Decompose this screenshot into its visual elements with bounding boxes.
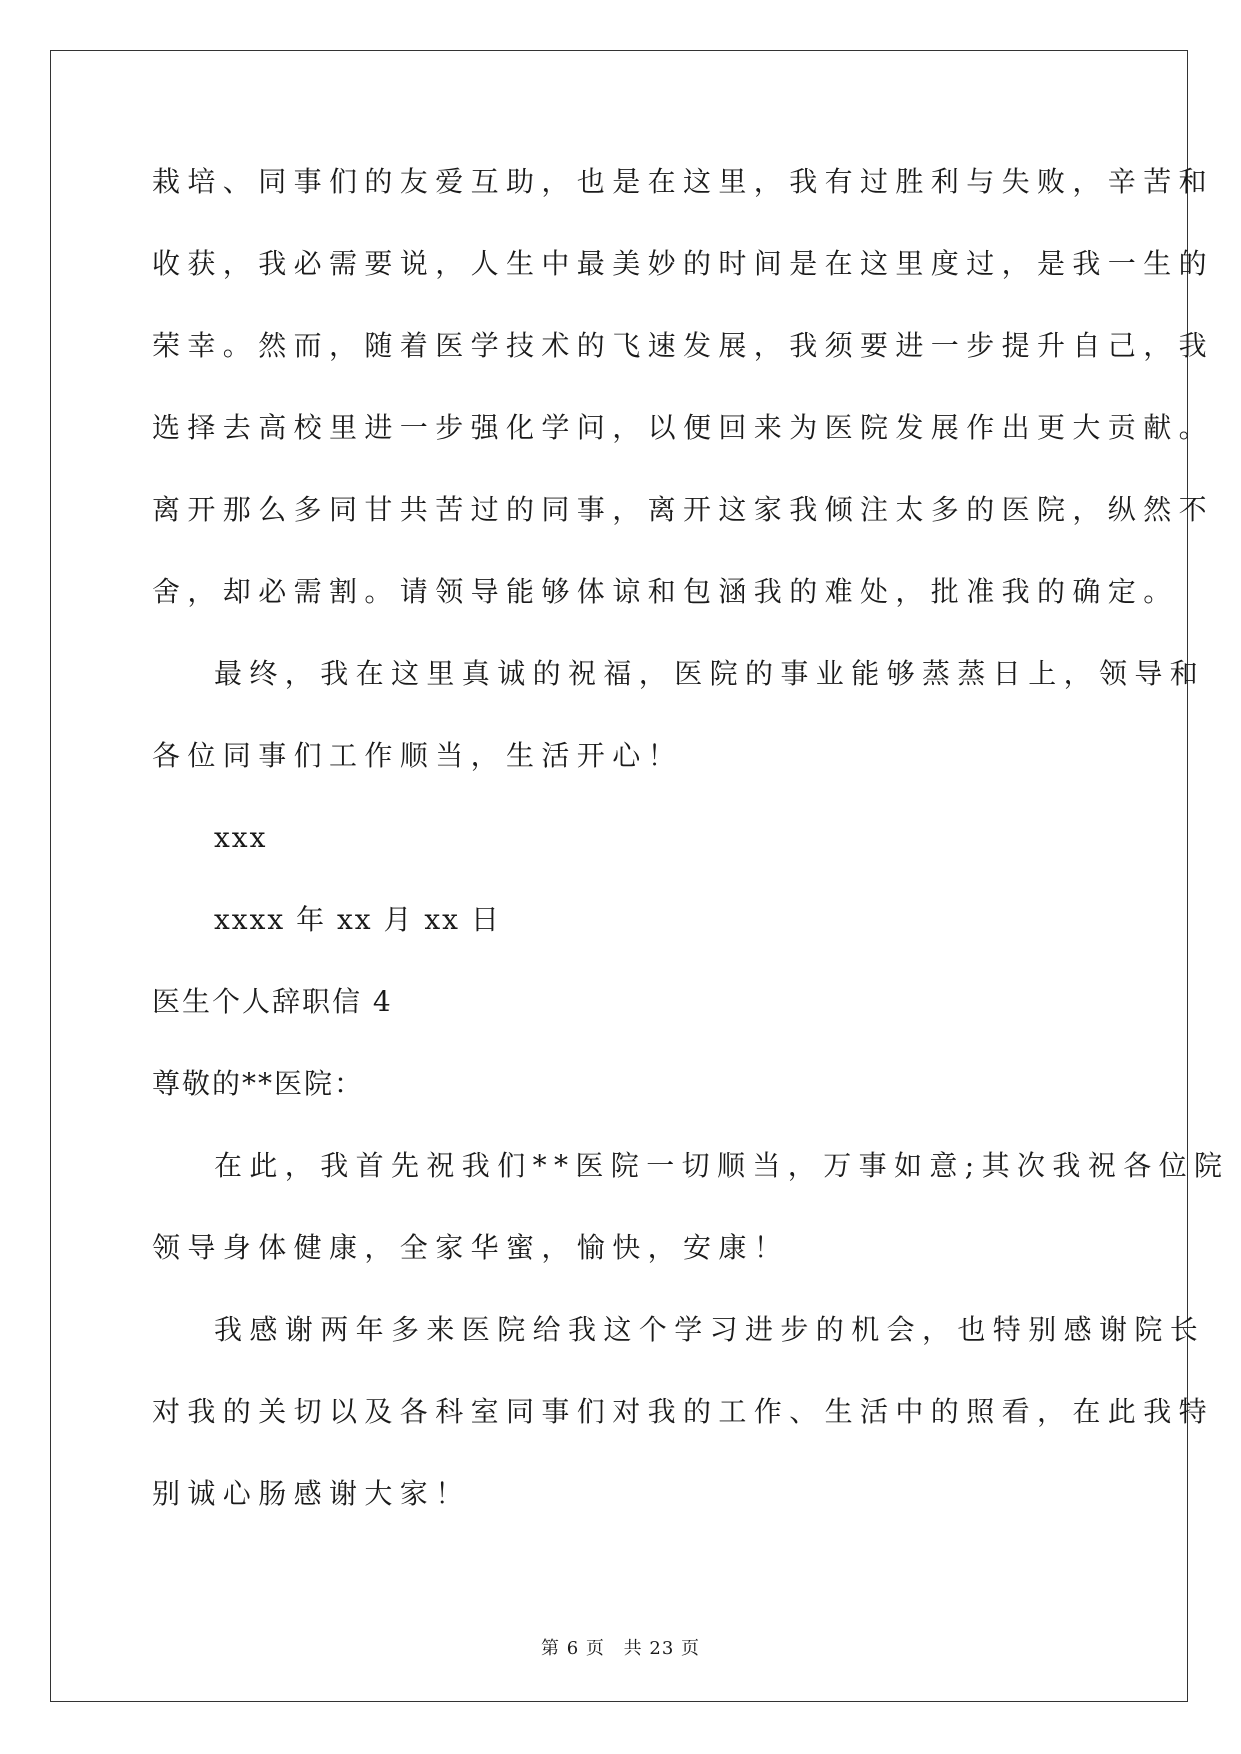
- page-footer: [0, 1634, 1241, 1660]
- current-page-number: 第 6 页: [541, 1638, 605, 1659]
- body-line: 在此，我首先祝我们**医院一切顺当，万事如意;其次我祝各位院: [214, 1149, 1230, 1182]
- body-line: 选择去高校里进一步强化学问，以便回来为医院发展作出更大贡献。: [152, 411, 1215, 444]
- signature-name: xxx: [214, 821, 268, 854]
- body-line: 别诚心肠感谢大家！: [152, 1477, 471, 1510]
- body-line: 各位同事们工作顺当，生活开心！: [152, 739, 684, 772]
- body-line: 栽培、同事们的友爱互助，也是在这里，我有过胜利与失败，辛苦和: [152, 165, 1215, 198]
- signature-date: xxxx 年 xx 月 xx 日: [214, 903, 501, 936]
- body-line: 对我的关切以及各科室同事们对我的工作、生活中的照看，在此我特: [152, 1395, 1215, 1428]
- body-line: 舍，却必需割。请领导能够体谅和包涵我的难处，批准我的确定。: [152, 575, 1179, 608]
- body-line: 荣幸。然而，随着医学技术的飞速发展，我须要进一步提升自己，我: [152, 329, 1215, 362]
- body-line: 领导身体健康，全家华蜜，愉快，安康！: [152, 1231, 790, 1264]
- body-line: 最终，我在这里真诚的祝福，医院的事业能够蒸蒸日上，领导和: [214, 657, 1206, 690]
- document-body: [152, 156, 1230, 1550]
- body-line: 我感谢两年多来医院给我这个学习进步的机会，也特别感谢院长: [214, 1313, 1206, 1346]
- body-line: 收获，我必需要说，人生中最美妙的时间是在这里度过，是我一生的: [152, 247, 1215, 280]
- body-line: 离开那么多同甘共苦过的同事，离开这家我倾注太多的医院，纵然不: [152, 493, 1215, 526]
- salutation: 尊敬的**医院：: [152, 1067, 365, 1100]
- section-title: 医生个人辞职信 4: [152, 985, 393, 1018]
- total-pages: 共 23 页: [623, 1638, 700, 1659]
